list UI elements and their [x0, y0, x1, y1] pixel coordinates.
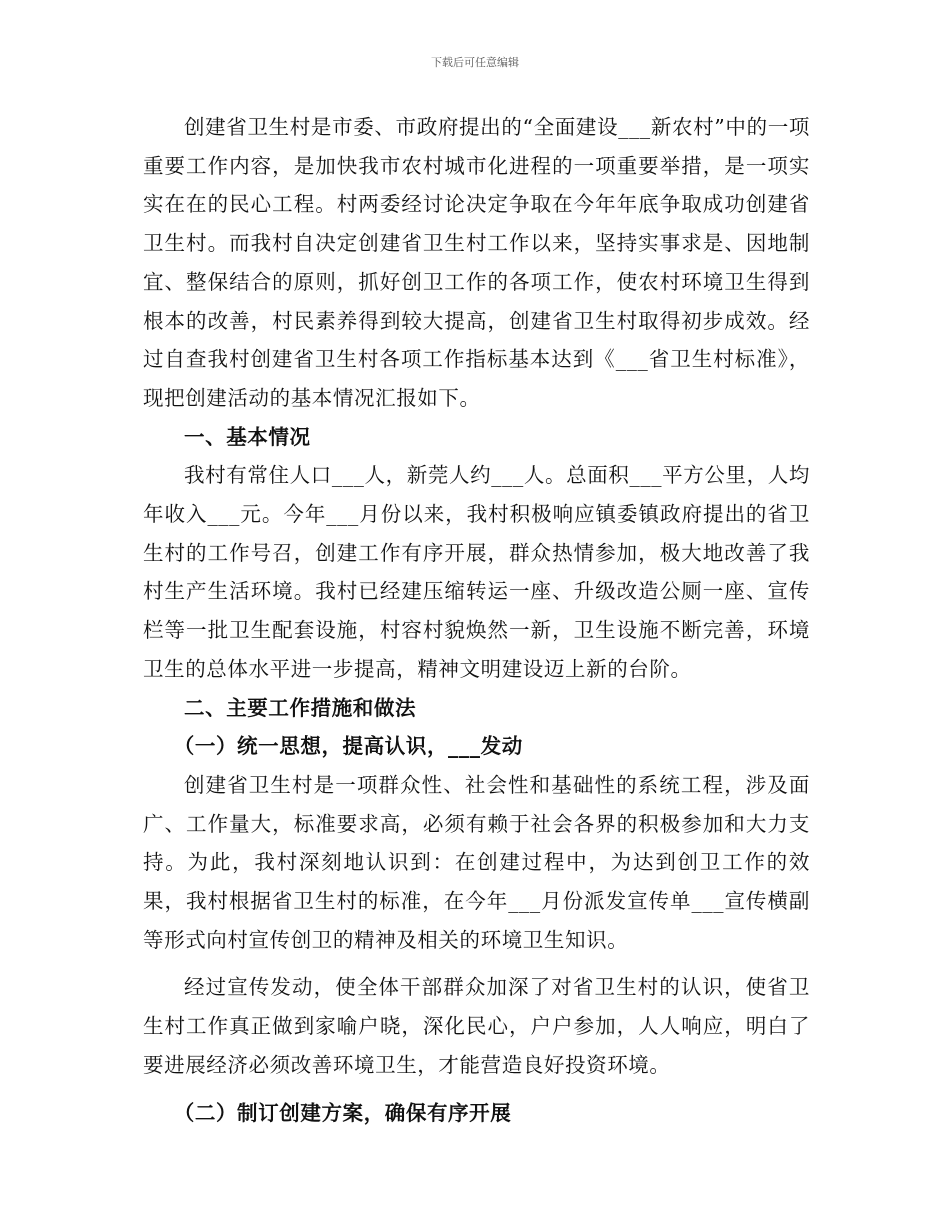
page-header: 下载后可任意编辑	[431, 56, 519, 69]
measures-paragraph-2: 经过宣传发动，使全体干部群众加深了对省卫生村的认识，使省卫生村工作真正做到家喻户晓，深化民心，户户参加，人人响应，明白了要进展经济必须改善环境卫生，才能营造良好投资环境。	[143, 975, 810, 1077]
section-heading-basic-situation: 一、基本情况	[184, 424, 311, 449]
measures-paragraph-1: 创建省卫生村是一项群众性、社会性和基础性的系统工程，涉及面广、工作量大，标准要求高，必须有赖于社会各界的积极参加和大力支持。为此，我村深刻地认识到：在创建过程中，为达到创卫工作的效果，我村根据省卫生村的标准，在今年___月份派发宣传单___宣传横副等形式向村宣传创卫的精神及相关的环境卫生知识。	[143, 772, 810, 952]
intro-paragraph: 创建省卫生村是市委、市政府提出的“全面建设___新农村”中的一项重要工作内容，是加快我市农村城市化进程的一项重要举措，是一项实实在在的民心工程。村两委经讨论决定争取在今年年底争取成功创建省卫生村。而我村自决定创建省卫生村工作以来，坚持实事求是、因地制宜、整保结合的原则，抓好创卫工作的各项工作，使农村环境卫生得到根本的改善，村民素养得到较大提高，创建省卫生村取得初步成效。经过自查我村创建省卫生村各项工作指标基本达到《___省卫生村标准》，现把创建活动的基本情况汇报如下。	[143, 115, 810, 410]
section-heading-main-measures: 二、主要工作措施和做法	[184, 695, 417, 720]
subsection-heading-1: （一）统一思想，提高认识，___发动	[173, 734, 523, 759]
subsection-heading-2: （二）制订创建方案，确保有序开展	[173, 1100, 512, 1125]
basic-situation-paragraph: 我村有常住人口___人，新莞人约___人。总面积___平方公里，人均年收入___元。今年___月份以来，我村积极响应镇委镇政府提出的省卫生村的工作号召，创建工作有序开展，群众热情参加，极大地改善了我村生产生活环境。我村已经建压缩转运一座、升级改造公厕一座、宣传栏等一批卫生配套设施，村容村貌焕然一新，卫生设施不断完善，环境卫生的总体水平进一步提高，精神文明建设迈上新的台阶。	[143, 463, 810, 681]
document-body	[143, 108, 810, 1132]
